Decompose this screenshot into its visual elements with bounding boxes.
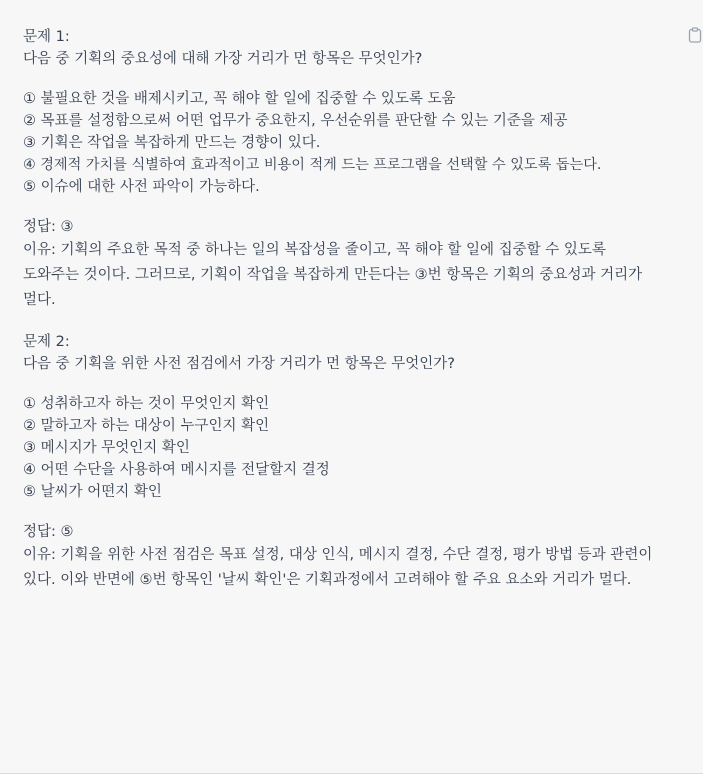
bottom-area xyxy=(0,774,703,783)
question-1-option-5: ⑤ 이슈에 대한 사전 파악이 가능하다. xyxy=(23,179,260,195)
question-2-option-4: ④ 어떤 수단을 사용하여 메시지를 전달할지 결정 xyxy=(23,462,330,478)
question-1-answer: 정답: ③ xyxy=(23,219,74,235)
question-2-text: 다음 중 기획을 위한 사전 점검에서 가장 거리가 먼 항목은 무엇인가? xyxy=(23,356,455,372)
question-2-answer: 정답: ⑤ xyxy=(23,524,74,540)
question-2-option-2: ② 말하고자 하는 대상이 누구인지 확인 xyxy=(23,418,270,434)
question-1-option-2: ② 목표를 설정함으로써 어떤 업무가 중요한지, 우선순위를 판단할 수 있는 기준을 제공 xyxy=(23,113,568,129)
question-1-text: 다음 중 기획의 중요성에 대해 가장 거리가 먼 항목은 무엇인가? xyxy=(23,51,423,67)
clipboard-icon xyxy=(688,27,702,43)
question-1-option-3: ③ 기획은 작업을 복잡하게 만드는 경향이 있다. xyxy=(23,135,321,151)
question-1-option-1: ① 불필요한 것을 배제시키고, 꼭 해야 할 일에 집중할 수 있도록 도움 xyxy=(23,91,456,107)
question-2-option-3: ③ 메시지가 무엇인지 확인 xyxy=(23,440,190,456)
question-1-option-4: ④ 경제적 가치를 식별하여 효과적이고 비용이 적게 드는 프로그램을 선택할 수 있도록 돕는다. xyxy=(23,157,602,173)
question-1-reason: 이유: 기획의 주요한 목적 중 하나는 일의 복잡성을 줄이고, 꼭 해야 할 일에 집중할 수 있도록 도와주는 것이다. 그러므로, 기획이 작업을 복잡하게 만든다는 ③번 항목은 기획의 중요성과 거리가 멀다. xyxy=(23,242,643,308)
message-content xyxy=(23,26,679,593)
question-2-option-5: ⑤ 날씨가 어떤지 확인 xyxy=(23,484,162,500)
question-2-option-1: ① 성취하고자 하는 것이 무엇인지 확인 xyxy=(23,396,270,412)
copy-button[interactable] xyxy=(687,27,703,45)
question-1-label: 문제 1: xyxy=(23,29,70,45)
question-2-label: 문제 2: xyxy=(23,334,70,350)
question-2-reason: 이유: 기획을 위한 사전 점검은 목표 설정, 대상 인식, 메시지 결정, 수단 결정, 평가 방법 등과 관련이 있다. 이와 반면에 ⑤번 항목인 '날씨 확인'은 기획과정에서 고려해야 할 주요 요소와 거리가 멀다. xyxy=(23,547,653,588)
